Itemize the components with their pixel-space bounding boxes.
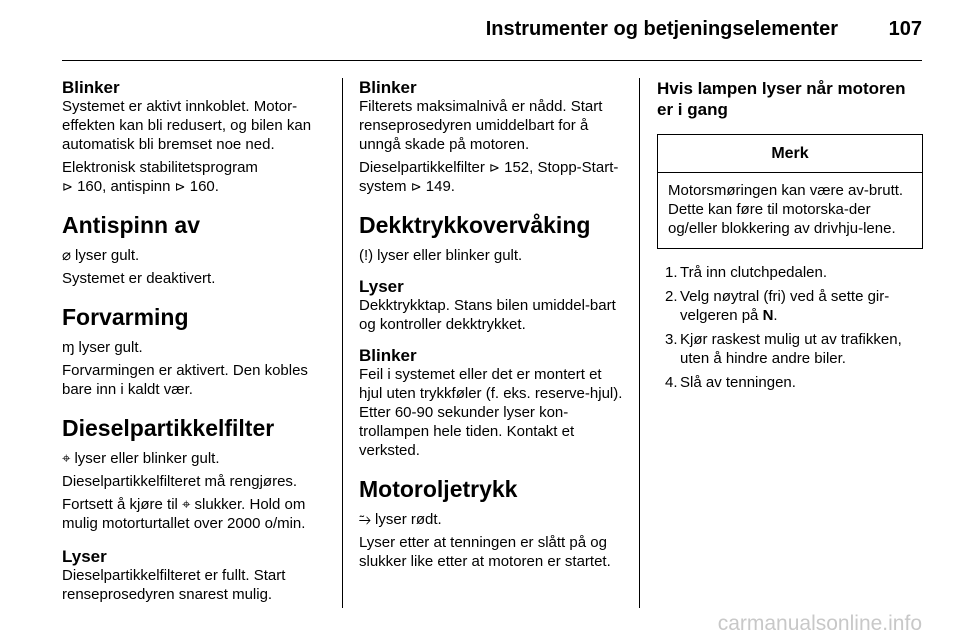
paragraph: Systemet er deaktivert. <box>62 270 216 287</box>
reference-text: Dieselpartikkelfilter <box>359 159 485 176</box>
paragraph: Dieselpartikkelfilteret er fullt. Start renseprosedyren snarest mulig. <box>62 567 286 603</box>
reference-link[interactable]: 149. <box>425 178 455 195</box>
subheading-lyser: Lyser <box>62 547 107 566</box>
heading-dieselpartikkelfilter: Dieselpartikkelfilter <box>62 415 275 441</box>
steps-list <box>657 263 923 392</box>
column-3 <box>657 78 923 397</box>
page-header-title: Instrumenter og betjeningselementer <box>485 18 838 40</box>
list-item <box>657 263 923 282</box>
reference-arrow-icon: ⊳ <box>62 179 73 194</box>
column-2 <box>359 78 627 575</box>
status-text: lyser gult. <box>75 247 140 264</box>
text: slukker. Hold om mulig motorturtallet over 2000 o/min. <box>62 496 306 532</box>
gear-label: N <box>762 307 774 324</box>
note-title: Merk <box>658 135 922 173</box>
reference-arrow-icon: ⊳ <box>410 179 422 194</box>
paragraph-reference <box>359 158 627 196</box>
antispin-off-icon: ⌀ <box>62 247 72 264</box>
subheading-blinker: Blinker <box>359 346 417 365</box>
text: Fortsett å kjøre til <box>62 496 178 513</box>
step-number: 2. <box>665 288 678 305</box>
step-number: 3. <box>665 331 678 348</box>
column-1 <box>62 78 330 608</box>
subheading-blinker: Blinker <box>62 78 120 97</box>
list-item <box>657 330 923 368</box>
paragraph: Systemet er aktivt innkoblet. Motor-effekten kan bli redusert, og bilen kan automatisk bli bremset noe ned. <box>62 98 312 153</box>
paragraph: Dekktrykktap. Stans bilen umiddel-bart og kontroller dekktrykket. <box>359 297 616 333</box>
paragraph: Forvarmingen er aktivert. Den kobles bare inn i kaldt vær. <box>62 362 308 398</box>
heading-dekktrykkovervaking: Dekktrykkovervåking <box>359 212 591 238</box>
list-item <box>657 287 923 325</box>
step-text: Kjør raskest mulig ut av trafikken, uten å hindre andre biler. <box>680 331 902 367</box>
heading-motoroljetrykk: Motoroljetrykk <box>359 476 518 502</box>
heading-antispinn-av: Antispinn av <box>62 212 201 238</box>
paragraph <box>62 338 330 357</box>
tire-pressure-icon: (!) <box>359 247 374 264</box>
step-text: Trå inn clutchpedalen. <box>680 264 828 281</box>
paragraph <box>62 495 330 533</box>
reference-link[interactable]: 160, antispinn <box>77 178 171 195</box>
paragraph-reference <box>62 158 330 196</box>
paragraph: Lyser etter at tenningen er slått på og slukker like etter at motoren er startet. <box>359 534 611 570</box>
column-divider-1 <box>342 78 343 608</box>
step-text: Velg nøytral (fri) ved å sette gir-velgeren på <box>680 288 890 324</box>
paragraph: Dieselpartikkelfilteret må rengjøres. <box>62 473 298 490</box>
watermark: carmanualsonline.info <box>717 612 922 635</box>
heading-lamp-engine-running: Hvis lampen lyser når motoren er i gang <box>657 79 906 119</box>
paragraph <box>62 449 330 468</box>
dpf-icon: ⌖ <box>62 450 71 467</box>
status-text: lyser gult. <box>78 339 143 356</box>
subheading-blinker: Blinker <box>359 78 417 97</box>
oil-pressure-icon: ⥲ <box>359 511 372 528</box>
status-text: lyser rødt. <box>375 511 442 528</box>
note-body: Motorsmøringen kan være av-brutt. Dette kan føre til motorska-der og/eller blokkering av drivhju-lene. <box>668 182 904 237</box>
reference-arrow-icon: ⊳ <box>174 179 186 194</box>
preheat-icon: ɱ <box>62 339 75 356</box>
reference-text: Elektronisk stabilitetsprogram <box>62 159 258 176</box>
status-text: lyser eller blinker gult. <box>74 450 220 467</box>
dpf-icon: ⌖ <box>182 496 191 513</box>
page-number: 107 <box>888 18 922 40</box>
heading-forvarming: Forvarming <box>62 304 189 330</box>
reference-link[interactable]: 152, Stopp-Start-system <box>359 159 619 195</box>
status-text: lyser eller blinker gult. <box>377 247 523 264</box>
paragraph <box>62 246 330 265</box>
step-text: Slå av tenningen. <box>680 374 796 391</box>
step-text: . <box>773 307 778 324</box>
reference-link[interactable]: 160. <box>189 178 219 195</box>
column-divider-2 <box>639 78 640 608</box>
paragraph: Feil i systemet eller det er montert et hjul uten trykkføler (f. eks. reserve-hjul). Etter 60-90 sekunder lyser kon-trollampen hele tiden. Kontakt et verksted. <box>359 366 623 459</box>
step-number: 1. <box>665 264 678 281</box>
paragraph <box>359 510 627 529</box>
paragraph: Filterets maksimalnivå er nådd. Start renseprosedyren umiddelbart for å unngå skade på motoren. <box>359 98 603 153</box>
step-number: 4. <box>665 374 678 391</box>
note-box <box>657 134 923 249</box>
paragraph <box>359 246 627 265</box>
reference-arrow-icon: ⊳ <box>489 160 500 175</box>
header-rule <box>62 60 922 61</box>
subheading-lyser: Lyser <box>359 277 404 296</box>
list-item <box>657 373 923 392</box>
